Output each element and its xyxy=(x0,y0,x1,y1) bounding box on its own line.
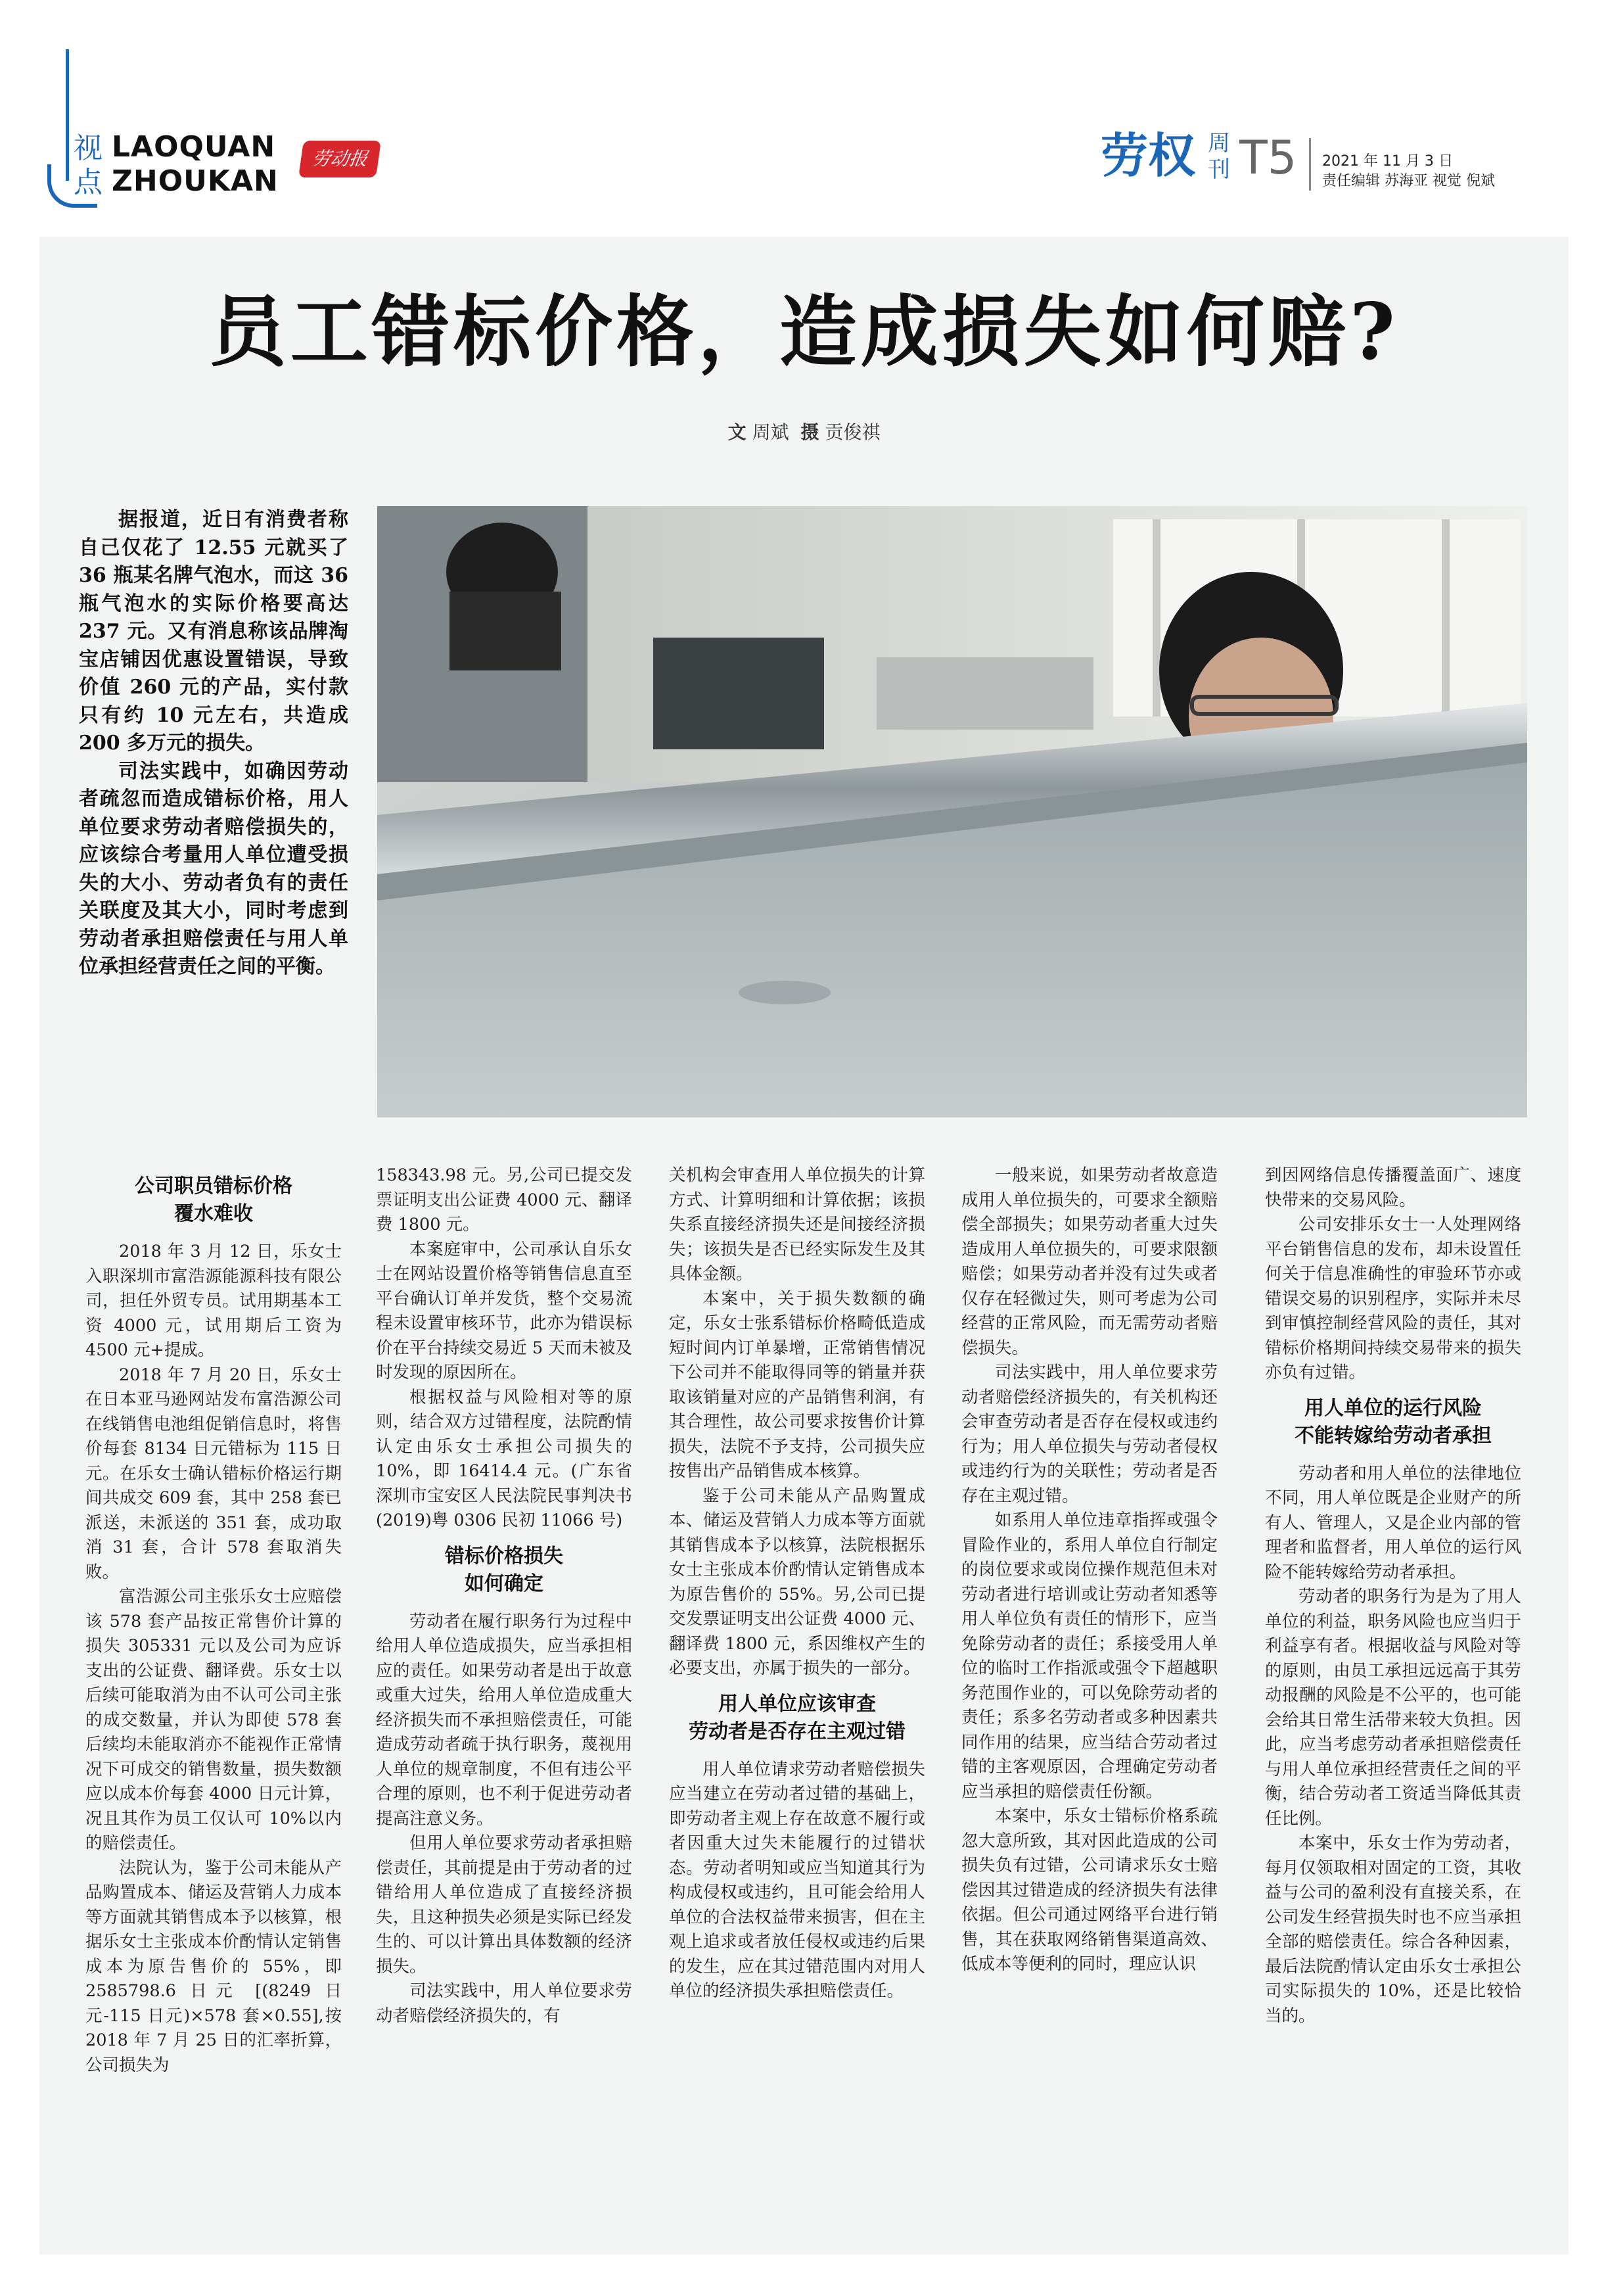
heading-text: 公司职员错标价格 覆水难收 xyxy=(135,1175,292,1225)
body-paragraph: 但用人单位要求劳动者承担赔偿责任，其前提是由于劳动者的过错给用人单位造成了直接经济损失，且这种损失必须是实际已经发生的、可以计算出具体数额的经济损失。 xyxy=(376,1833,632,1977)
body-column-1 xyxy=(85,1163,342,2078)
header-divider xyxy=(1309,138,1311,191)
body-paragraph: 劳动者在履行职务行为过程中给用人单位造成损失，应当承担相应的责任。如果劳动者是出于故意或重大过失，给用人单位造成重大经济损失而不承担赔偿责任，可能造成劳动者疏于执行职务，蔑视用人单位的规章制度，不但有违公平合理的原则，也不利于促进劳动者提高注意义务。 xyxy=(376,1611,632,1829)
body-paragraph: 富浩源公司主张乐女士应赔偿该 578 套产品按正常售价计算的损失 305331 元以及公司为应诉支出的公证费、翻译费。乐女士以后续可能取消为由不认可公司主张的成交数量，并认为即使 578 套后续均未能取消亦不能视作正常情况下可成交的销售数量，损失数额应以成本价每套 4000 日元计算，况且其作为员工仅认可 10%以内的赔偿责任。 xyxy=(85,1587,342,1853)
section-heading xyxy=(376,1543,632,1598)
body-paragraph: 2018 年 3 月 12 日，乐女士入职深圳市富浩源能源科技有限公司，担任外贸专员。试用期基本工资 4000 元，试用期后工资为 4500 元+提成。 xyxy=(85,1242,342,1360)
office-scene-illustration xyxy=(377,506,1527,1117)
body-paragraph: 法院认为，鉴于公司未能从产品购置成本、储运及营销人力成本等方面就其销售成本予以核算，根据乐女士主张成本价酌情认定销售成本为原告售价的 55%，即 2585798.6 日元 [(8249 日元-115 日元)×578 套×0.55],按 2018 年 7 月 25 日的汇率折算，公司损失为 xyxy=(85,1858,342,2075)
brand-line-2: ZHOUKAN xyxy=(112,164,279,198)
section-name: 劳权 xyxy=(1101,128,1196,183)
body-column-3 xyxy=(669,1163,925,2004)
body-paragraph: 本案中，乐女士错标价格系疏忽大意所致，其对因此造成的公司损失负有过错，公司请求乐女士赔偿因其过错造成的经济损失有法律依据。但公司通过网络平台进行销售，其在获取网络销售渠道高效、低成本等便利的同时，理应认识 xyxy=(961,1806,1218,1974)
lead-paragraph-2: 司法实践中，如确因劳动者疏忽而造成错标价格，用人单位要求劳动者赔偿损失的，应该综合考量用人单位遭受损失的大小、劳动者负有的责任关联度及其大小，同时考虑到劳动者承担赔偿责任与用人单位承担经营责任之间的平衡。 xyxy=(79,759,348,978)
body-paragraph: 司法实践中，用人单位要求劳动者赔偿经济损失的，有关机构还会审查劳动者是否存在侵权或违约行为；用人单位损失与劳动者侵权或违约行为的关联性；劳动者是否存在主观过错。 xyxy=(961,1363,1218,1506)
header-accent-bar xyxy=(66,49,69,181)
section-label-small: 视点 xyxy=(74,131,103,199)
body-paragraph: 本案中，乐女士作为劳动者，每月仅领取相对固定的工资，其收益与公司的盈利没有直接关系，在公司发生经营损失时也不应当承担全部的赔偿责任。综合各种因素，最后法院酌情认定由乐女士承担公司实际损失的 10%，还是比较恰当的。 xyxy=(1265,1833,1521,2026)
body-paragraph: 一般来说，如果劳动者故意造成用人单位损失的，可要求全额赔偿全部损失；如果劳动者重大过失造成用人单位损失的，可要求限额赔偿；如果劳动者并没有过失或者仅存在轻微过失，则可考虑为公司经营的正常风险，而无需劳动者赔偿损失。 xyxy=(961,1165,1218,1358)
body-paragraph: 司法实践中，用人单位要求劳动者赔偿经济损失的，有 xyxy=(376,1981,632,2026)
byline-photo-label: 摄 xyxy=(800,421,819,443)
body-paragraph: 劳动者和用人单位的法律地位不同，用人单位既是企业财产的所有人、管理人，又是企业内部的管理者和监督者，用人单位的运行风险不能转嫁给劳动者承担。 xyxy=(1265,1463,1521,1582)
byline-photographer: 贡俊祺 xyxy=(825,421,881,443)
page-number: T5 xyxy=(1239,131,1297,185)
brand-english-name xyxy=(112,130,279,199)
section-heading xyxy=(1265,1395,1521,1450)
body-paragraph: 鉴于公司未能从产品购置成本、储运及营销人力成本等方面就其销售成本予以核算，法院根据乐女士主张成本价酌情认定销售成本为原告售价的 55%。另,公司已提交发票证明支出公证费 4000 元、翻译费 1800 元，系因维权产生的必要支出，亦属于损失的一部分。 xyxy=(669,1486,925,1678)
body-paragraph: 劳动者的职务行为是为了用人单位的利益，职务风险也应当归于利益享有者。根据收益与风险对等的原则，由员工承担远远高于其劳动报酬的风险是不公平的，也可能会给其日常生活带来较大负担。因此，应当考虑劳动者承担赔偿责任与用人单位承担经营责任之间的平衡，结合劳动者工资适当降低其责任比例。 xyxy=(1265,1587,1521,1829)
article-byline xyxy=(39,421,1569,444)
heading-text: 用人单位的运行风险 不能转嫁给劳动者承担 xyxy=(1295,1396,1492,1447)
body-paragraph: 本案中，关于损失数额的确定，乐女士张系错标价格畸低造成短时间内订单暴增，正常销售情况下公司并不能取得同等的销量并获取该销量对应的产品销售利润，有其合理性，故公司要求按售价计算损失，法院不予支持，公司损失应按售出产品销售成本核算。 xyxy=(669,1288,925,1481)
heading-text: 用人单位应该审查 劳动者是否存在主观过错 xyxy=(689,1692,906,1743)
heading-text: 错标价格损失 如何确定 xyxy=(445,1544,563,1595)
issue-date: 2021 年 11 月 3 日 xyxy=(1322,153,1453,170)
section-heading xyxy=(85,1173,342,1228)
body-paragraph: 用人单位请求劳动者赔偿损失应当建立在劳动者过错的基础上，即劳动者主观上存在故意不履行或者因重大过失未能履行的过错状态。劳动者明知或应当知道其行为构成侵权或违约，且可能会给用人单位的合法权益带来损害，但在主观上追求或者放任侵权或违约后果的发生，应在其过错范围内对用人单位的经济损失承担赔偿责任。 xyxy=(669,1759,925,2001)
weekly-label: 周刊 xyxy=(1208,130,1230,183)
editor-credit: 责任编辑 苏海亚 视觉 倪斌 xyxy=(1322,173,1495,189)
brand-line-1: LAOQUAN xyxy=(112,130,276,164)
body-paragraph: 到因网络信息传播覆盖面广、速度快带来的交易风险。 xyxy=(1265,1165,1521,1210)
body-paragraph: 158343.98 元。另,公司已提交发票证明支出公证费 4000 元、翻译费 1800 元。 xyxy=(376,1165,632,1234)
byline-author: 周斌 xyxy=(752,421,789,443)
body-paragraph: 如系用人单位违章指挥或强令冒险作业的，系用人单位自行制定的岗位要求或岗位操作规范但未对劳动者进行培训或让劳动者知悉等用人单位负有责任的情形下，应当免除劳动者的责任；系接受用人单位的临时工作指派或强令下超越职务范围作业的，可以免除劳动者的责任；系多名劳动者或多种因素共同作用的结果，应当结合劳动者过错的主客观原因，合理确定劳动者应当承担的赔偿责任份额。 xyxy=(961,1511,1218,1802)
article-photo xyxy=(377,506,1527,1117)
body-column-2 xyxy=(376,1163,632,2028)
body-paragraph: 根据权益与风险相对等的原则，结合双方过错程度，法院酌情认定由乐女士承担公司损失的 10%，即 16414.4 元。(广东省深圳市宝安区人民法院民事判决书(2019)粤 0306 民初 11066 号) xyxy=(376,1387,632,1530)
article-lead xyxy=(79,506,348,981)
body-paragraph: 关机构会审查用人单位损失的计算方式、计算明细和计算依据；该损失系直接经济损失还是间接经济损失；该损失是否已经实际发生及其具体金额。 xyxy=(669,1165,925,1284)
body-column-4 xyxy=(961,1163,1218,1977)
body-paragraph: 2018 年 7 月 20 日，乐女士在日本亚马逊网站发布富浩源公司在线销售电池组促销信息时，将售价每套 8134 日元错标为 115 日元。在乐女士确认错标价格运行期间共成交 609 套，其中 258 套已派送，未派送的 351 套，成功取消 31 套，合计 578 套取消失败。 xyxy=(85,1365,342,1582)
body-column-5 xyxy=(1265,1163,1521,2028)
lead-paragraph-1: 据报道，近日有消费者称自己仅花了 12.55 元就买了 36 瓶某名牌气泡水，而这 36 瓶气泡水的实际价格要高达 237 元。又有消息称该品牌淘宝店铺因优惠设置错误，导致价值 260 元的产品，实付款只有约 10 元左右，共造成 200 多万元的损失。 xyxy=(79,508,348,755)
article-headline: 员工错标价格，造成损失如何赔? xyxy=(208,286,1400,377)
newspaper-logo: 劳动报 xyxy=(298,141,381,177)
byline-author-label: 文 xyxy=(727,421,747,443)
body-paragraph: 本案庭审中，公司承认自乐女士在网站设置价格等销售信息直至平台确认订单并发货，整个交易流程未设置审核环节，此亦为错误标价在平台持续交易近 5 天而未被及时发现的原因所在。 xyxy=(376,1239,632,1382)
body-paragraph: 公司安排乐女士一人处理网络平台销售信息的发布，却未设置任何关于信息准确性的审验环节亦或错误交易的识别程序，实际并未尽到审慎控制经营风险的责任，其对错标价格期间持续交易带来的损失亦负有过错。 xyxy=(1265,1215,1521,1382)
section-heading xyxy=(669,1691,925,1746)
